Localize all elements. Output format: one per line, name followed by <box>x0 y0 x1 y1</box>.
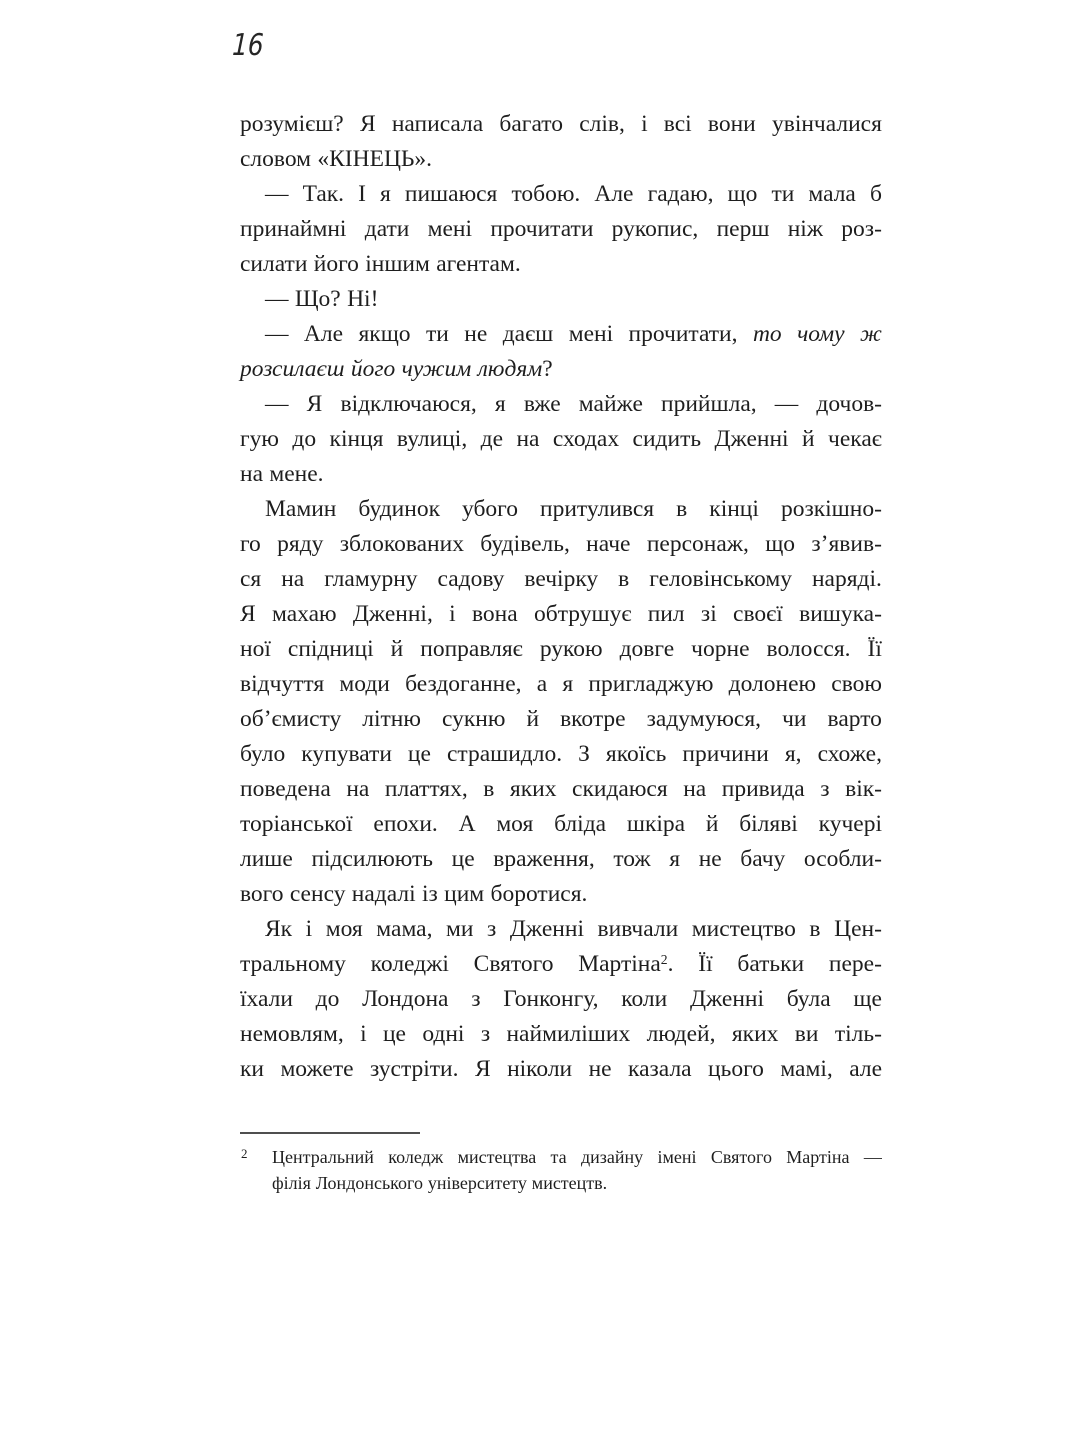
text-line: розумієш? Я написала багато слів, і всі вони увінчалися <box>240 111 882 137</box>
text-line: — Що? Ні! <box>265 286 379 312</box>
footnote-rule <box>240 1132 420 1134</box>
text-line: розсилаєш його чужим людям? <box>240 356 553 382</box>
text-line: Центральний коледж мистецтва та дизайну імені Святого Мартіна — <box>272 1147 882 1167</box>
text-line: на мене. <box>240 461 324 487</box>
footnote-text <box>272 1144 882 1196</box>
text-line: — Але якщо ти не даєш мені прочитати, то чому ж <box>265 321 882 347</box>
footnote-block <box>240 1132 882 1196</box>
text-line: тральному коледжі Святого Мартіна$^2$. Її батьки пере- <box>240 951 882 977</box>
text-line: — Так. І я пишаюся тобою. Але гадаю, що ти мала б <box>265 181 882 207</box>
text-line: відчуття моди бездоганне, а я пригладжую долонею свою <box>240 671 882 697</box>
text-line: торіанської епохи. А моя бліда шкіра й біляві кучері <box>240 811 882 837</box>
text-line: ної спідниці й поправляє рукою довге чорне волосся. Її <box>240 636 882 662</box>
text-line: було купувати це страшидло. З якоїсь причини я, схоже, <box>240 741 882 767</box>
text-line: словом «КІНЕЦЬ». <box>240 146 433 172</box>
footnote-marker: 2 <box>241 1146 248 1161</box>
body-text <box>240 107 882 1087</box>
text-line: Я махаю Дженні, і вона обтрушує пил зі своєї вишука- <box>240 601 882 627</box>
page-number: 16 <box>231 28 265 63</box>
text-line: гую до кінця вулиці, де на сходах сидить Дженні й чекає <box>240 426 882 452</box>
text-line: — Я відключаюся, я вже майже прийшла, — дочов- <box>265 391 882 417</box>
text-line: філія Лондонського університету мистецтв. <box>272 1173 608 1193</box>
text-line: го ряду зблокованих будівель, наче персонаж, що з’явив- <box>240 531 882 557</box>
text-line: об’ємисту літню сукню й вкотре задумуюся, чи варто <box>240 706 882 732</box>
text-line: ся на гламурну садову вечірку в геловінському наряді. <box>240 566 882 592</box>
text-line: немовлям, і це одні з наймиліших людей, яких ви тіль- <box>240 1021 882 1047</box>
text-line: принаймні дати мені прочитати рукопис, перш ніж роз- <box>240 216 882 242</box>
text-line: Як і моя мама, ми з Дженні вивчали мистецтво в Цен- <box>265 916 882 942</box>
text-line: Мамин будинок убого притулився в кінці розкішно- <box>265 496 882 522</box>
text-line: лише підсилюють це враження, тож я не бачу особли- <box>240 846 882 872</box>
text-line: поведена на платтях, в яких скидаюся на привида з вік- <box>240 776 882 802</box>
text-line: їхали до Лондона з Гонконгу, коли Дженні була ще <box>240 986 882 1012</box>
footnote-body <box>240 1144 882 1196</box>
text-line: ки можете зустріти. Я ніколи не казала цього мамі, але <box>240 1056 882 1082</box>
text-line: силати його іншим агентам. <box>240 251 521 277</box>
text-line: вого сенсу надалі із цим боротися. <box>240 881 588 907</box>
